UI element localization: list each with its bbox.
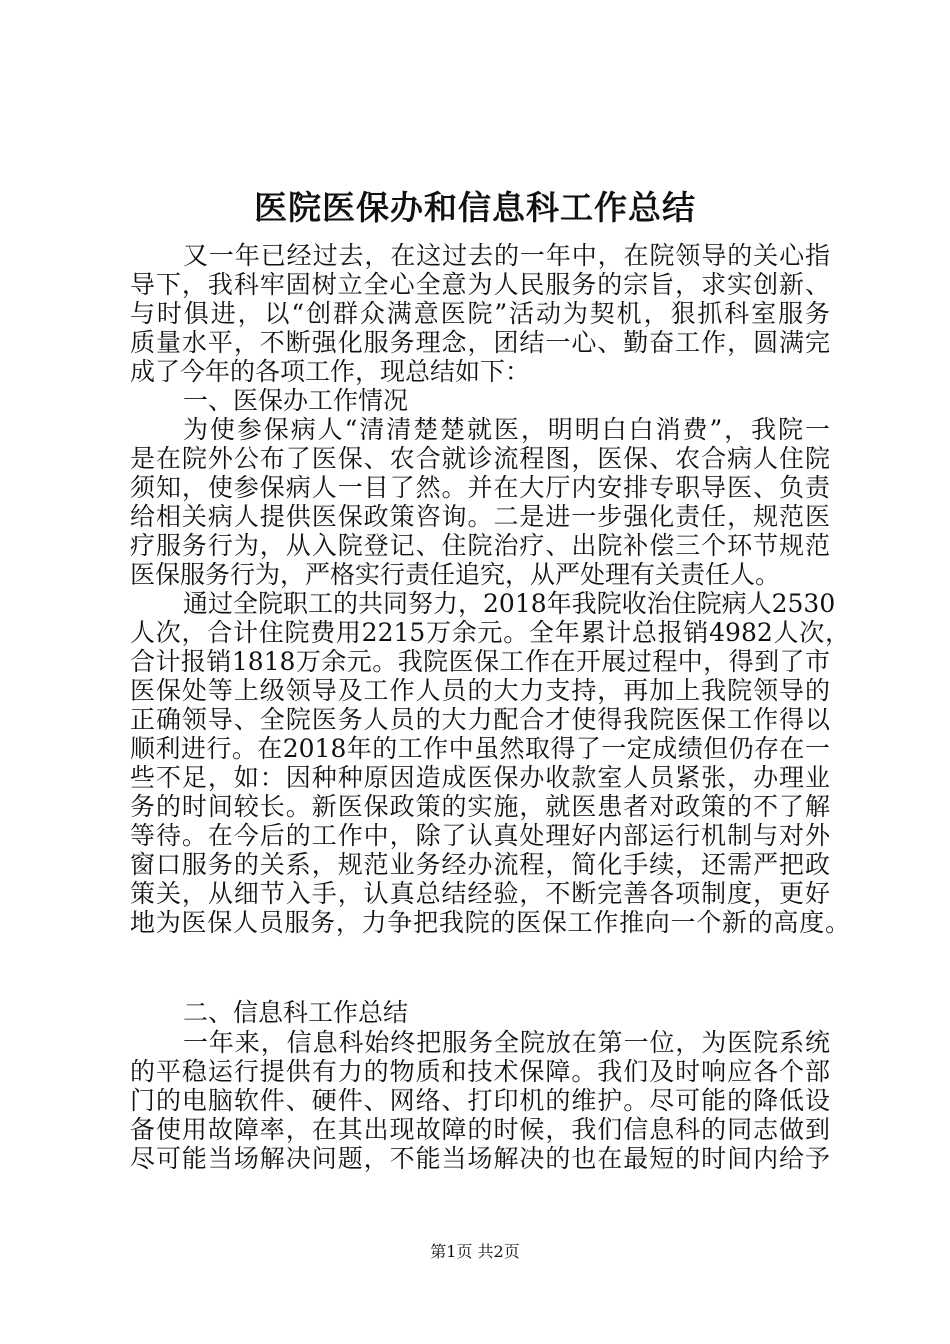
document-title: 医院医保办和信息科工作总结 xyxy=(254,188,696,227)
paragraph-line: 等待。在今后的工作中，除了认真处理好内部运行机制与对外 xyxy=(130,821,830,850)
paragraph-line: 的平稳运行提供有力的物质和技术保障。我们及时响应各个部 xyxy=(130,1057,830,1086)
paragraph-line: 顺利进行。在2018年的工作中虽然取得了一定成绩但仍存在一 xyxy=(130,734,830,763)
paragraph-line: 须知，使参保病人一目了然。并在大厅内安排专职导医、负责 xyxy=(130,473,830,502)
paragraph-line: 是在院外公布了医保、农合就诊流程图，医保、农合病人住院 xyxy=(130,444,830,473)
paragraph-line: 一年来，信息科始终把服务全院放在第一位，为医院系统 xyxy=(183,1028,830,1057)
paragraph-line: 合计报销1818万余元。我院医保工作在开展过程中，得到了市 xyxy=(130,647,830,676)
paragraph-line: 疗服务行为，从入院登记、住院治疗、出院补偿三个环节规范 xyxy=(130,531,830,560)
paragraph-line: 与时俱进，以“创群众满意医院”活动为契机，狠抓科室服务 xyxy=(130,299,830,328)
paragraph-line: 地为医保人员服务，力争把我院的医保工作推向一个新的高度。 xyxy=(130,908,850,937)
paragraph-line: 人次，合计住院费用2215万余元。全年累计总报销4982人次， xyxy=(130,618,850,647)
page-number: 第1页 共2页 xyxy=(430,1242,520,1261)
paragraph-line: 门的电脑软件、硬件、网络、打印机的维护。尽可能的降低设 xyxy=(130,1086,830,1115)
paragraph-line: 备使用故障率，在其出现故障的时候，我们信息科的同志做到 xyxy=(130,1115,830,1144)
paragraph-line: 医保处等上级领导及工作人员的大力支持，再加上我院领导的 xyxy=(130,676,830,705)
paragraph-line: 成了今年的各项工作，现总结如下： xyxy=(130,357,531,386)
paragraph-line: 医保服务行为，严格实行责任追究，从严处理有关责任人。 xyxy=(130,560,781,589)
paragraph-line: 又一年已经过去，在这过去的一年中，在院领导的关心指 xyxy=(183,241,830,270)
section-heading: 二、信息科工作总结 xyxy=(183,998,409,1027)
paragraph-line: 通过全院职工的共同努力，2018年我院收治住院病人2530 xyxy=(183,589,836,618)
paragraph-line: 质量水平，不断强化服务理念，团结一心、勤奋工作，圆满完 xyxy=(130,328,830,357)
paragraph-line: 些不足，如：因种种原因造成医保办收款室人员紧张，办理业 xyxy=(130,763,830,792)
paragraph-line: 为使参保病人“清清楚楚就医，明明白白消费”，我院一 xyxy=(183,415,830,444)
paragraph-line: 务的时间较长。新医保政策的实施，就医患者对政策的不了解 xyxy=(130,792,830,821)
paragraph-line: 尽可能当场解决问题，不能当场解决的也在最短的时间内给予 xyxy=(130,1144,830,1173)
section-heading: 一、医保办工作情况 xyxy=(183,386,409,415)
paragraph-line: 导下，我科牢固树立全心全意为人民服务的宗旨，求实创新、 xyxy=(130,270,830,299)
paragraph-line: 给相关病人提供医保政策咨询。二是进一步强化责任，规范医 xyxy=(130,502,830,531)
paragraph-line: 正确领导、全院医务人员的大力配合才使得我院医保工作得以 xyxy=(130,705,830,734)
paragraph-line: 窗口服务的关系，规范业务经办流程，简化手续，还需严把政 xyxy=(130,850,830,879)
paragraph-line: 策关，从细节入手，认真总结经验，不断完善各项制度，更好 xyxy=(130,879,830,908)
